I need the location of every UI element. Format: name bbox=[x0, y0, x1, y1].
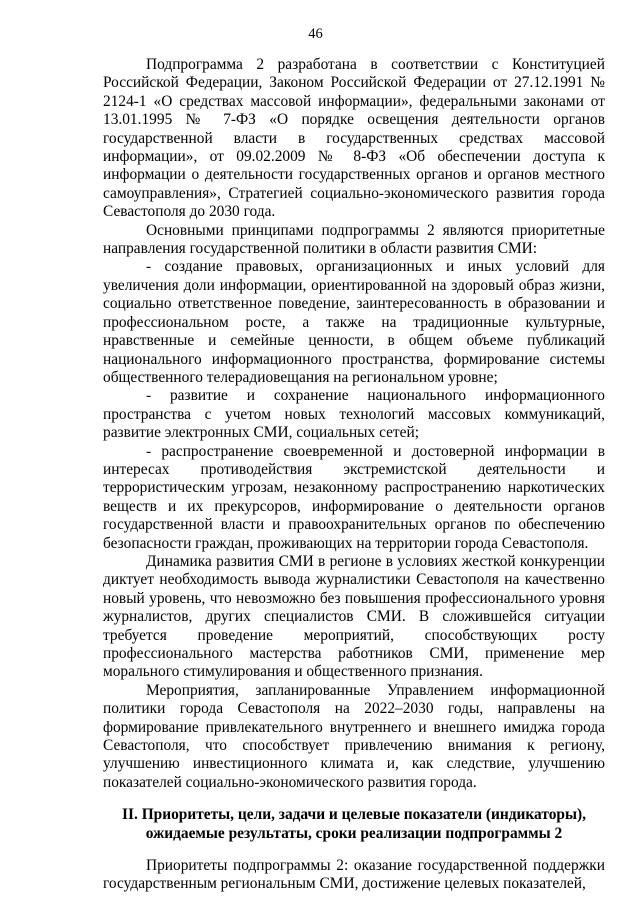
document-body bbox=[103, 56, 605, 894]
paragraph-media-dynamics: Динамика развития СМИ в регионе в условиях жесткой конкуренции диктует необходимость вывода журналистики Севастополя на качественно новый уровень, что невозможно без повышения профессионального уровня журналистов, других специалистов СМИ. В сложившейся ситуации требуется проведение мероприятий, способствующих росту профессионального мастерства работников СМИ, применение мер морального стимулирования и общественного признания. bbox=[103, 552, 605, 681]
paragraph-principles-intro: Основными принципами подпрограммы 2 являются приоритетные направления государственной политики в области развития СМИ: bbox=[103, 221, 605, 258]
list-item-counter-extremism: - распространение своевременной и достоверной информации в интересах противодействия экстремистской деятельности и террористическим угрозам, незаконному распространению наркотических веществ и их прекурсоров, информирование о деятельности органов государственной власти и правоохранительных органов по обеспечению безопасности граждан, проживающих на территории города Севастополя. bbox=[103, 442, 605, 552]
paragraph-priorities: Приоритеты подпрограммы 2: оказание государственной поддержки государственным региональным СМИ, достижение целевых показателей, bbox=[103, 857, 605, 893]
list-item-info-space: - развитие и сохранение национального информационного пространства с учетом новых технологий массовых коммуникаций, развитие электронных СМИ, социальных сетей; bbox=[103, 387, 605, 442]
paragraph-legal-basis: Подпрограмма 2 разработана в соответствии с Конституцией Российской Федерации, Законом Российской Федерации от 27.12.1991 № 2124-1 «О средствах массовой информации», федеральными законами от 13.01.1995 № 7-ФЗ «О порядке освещения деятельности органов государственной власти в государственных средствах массовой информации», от 09.02.2009 № 8-ФЗ «Об обеспечении доступа к информации о деятельности государственных органов и органов местного самоуправления», Стратегией социально-экономического развития города Севастополя до 2030 года. bbox=[103, 56, 605, 221]
page-number: 46 bbox=[308, 26, 323, 42]
section-heading-line-2: ожидаемые результаты, сроки реализации подпрограммы 2 bbox=[145, 824, 563, 842]
section-heading bbox=[103, 806, 605, 843]
paragraph-planned-measures: Мероприятия, запланированные Управлением информационной политики города Севастополя на 2022–2030 годы, направлены на формирование привлекательного внутреннего и внешнего имиджа города Севастополя, что способствует привлечению внимания к региону, улучшению инвестиционного климата и, как следствие, улучшению показателей социально-экономического развития города. bbox=[103, 681, 605, 791]
section-heading-line-1: II. Приоритеты, цели, задачи и целевые показатели (индикаторы), bbox=[122, 806, 586, 824]
list-item-legal-conditions: - создание правовых, организационных и иных условий для увеличения доли информации, ориентированной на здоровый образ жизни, социально ответственное поведение, заинтересованность в образовании и профессиональном росте, а также на традиционные культурные, нравственные и семейные ценности, в общем объеме публикаций национального информационного пространства, формирование системы общественного телерадиовещания на региональном уровне; bbox=[103, 258, 605, 386]
